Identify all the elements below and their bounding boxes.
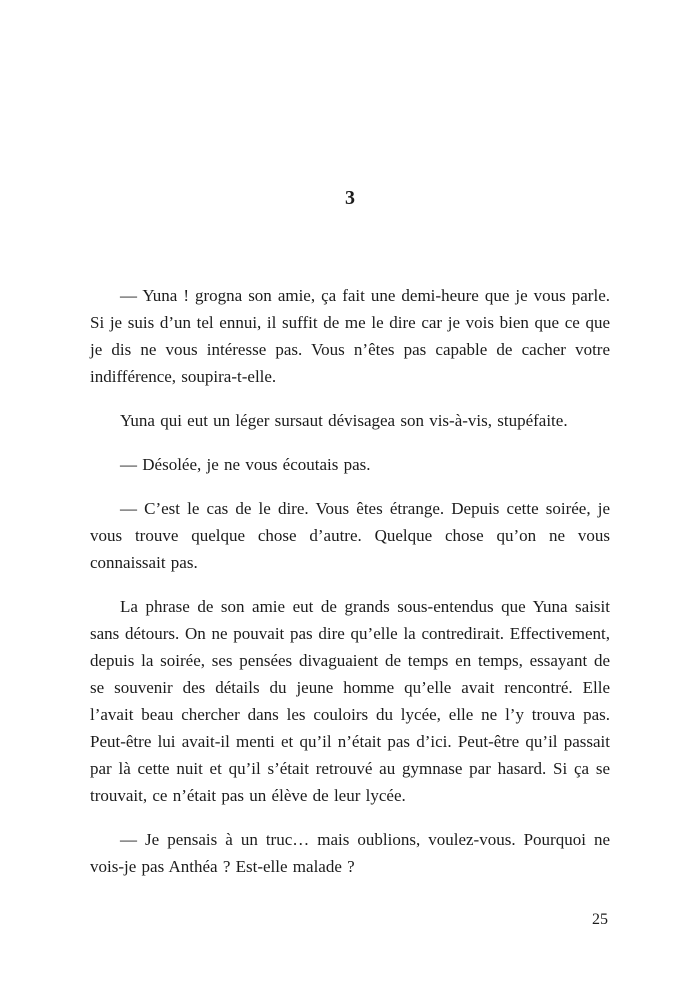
body-text — [90, 282, 610, 880]
paragraph-narration-2: La phrase de son amie eut de grands sous-entendus que Yuna saisit sans détours. On ne pouvait pas dire qu’elle la contredirait. Effectivement, depuis la soirée, ses pensées divaguaient de temps en temps, essayant de se souvenir des détails du jeune homme qu’elle avait rencontré. Elle l’avait beau chercher dans les couloirs du lycée, elle ne l’y trouva pas. Peut-être lui avait-il menti et qu’il n’était pas d’ici. Peut-être qu’il passait par là cette nuit et qu’il s’était retrouvé au gymnase par hasard. Si ça se trouvait, ce n’était pas un élève de leur lycée. — [90, 597, 610, 805]
chapter-number: 3 — [345, 187, 355, 209]
paragraph-dialogue-2: — Désolée, je ne vous écoutais pas. — [120, 455, 371, 474]
page-number: 25 — [592, 911, 608, 928]
paragraph-narration-1: Yuna qui eut un léger sursaut dévisagea son vis-à-vis, stupéfaite. — [120, 411, 568, 430]
paragraph-dialogue-4: — Je pensais à un truc… mais oublions, voulez-vous. Pourquoi ne vois-je pas Anthéa ? Est-elle malade ? — [90, 830, 610, 876]
paragraph-dialogue-3: — C’est le cas de le dire. Vous êtes étrange. Depuis cette soirée, je vous trouve quelque chose d’autre. Quelque chose qu’on ne vous connaissait pas. — [90, 499, 610, 572]
paragraph-dialogue-1: — Yuna ! grogna son amie, ça fait une demi-heure que je vous parle. Si je suis d’un tel ennui, il suffit de me le dire car je vois bien que ce que je dis ne vous intéresse pas. Vous n’êtes pas capable de cacher votre indifférence, soupira-t-elle. — [90, 286, 610, 386]
